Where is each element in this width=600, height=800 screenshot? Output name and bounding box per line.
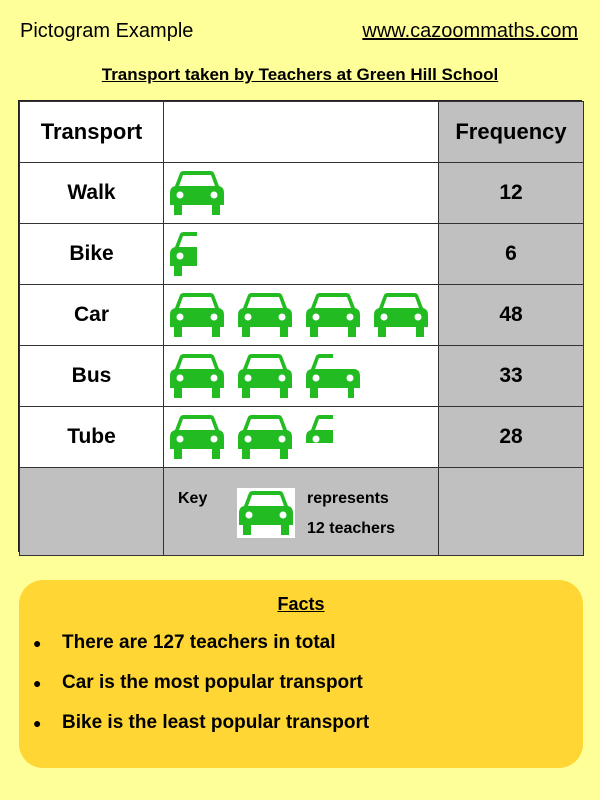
- key-label: Key: [178, 490, 208, 507]
- car-icon: [168, 352, 226, 400]
- car-icon: [168, 291, 226, 339]
- table-row-tube: [20, 407, 584, 468]
- key-row: [20, 468, 584, 556]
- row-label: Car: [20, 285, 164, 346]
- fact-item: [19, 672, 369, 712]
- bullet-icon: ●: [33, 675, 42, 691]
- table-row-bus: [20, 346, 584, 407]
- fact-text: Car is the most popular transport: [62, 672, 363, 693]
- page-title: Pictogram Example: [20, 20, 194, 42]
- frequency-value: 12: [439, 163, 584, 224]
- frequency-header: Frequency: [439, 102, 584, 163]
- chart-title: Transport taken by Teachers at Green Hill School: [101, 65, 499, 84]
- pictogram-cell: [164, 285, 439, 346]
- pictogram-table: [18, 100, 582, 552]
- three-quarter-car-icon: [304, 352, 362, 400]
- pictogram-cell: [164, 163, 439, 224]
- frequency-value: 33: [439, 346, 584, 407]
- fact-item: [19, 712, 369, 752]
- row-label: Bike: [20, 224, 164, 285]
- car-icon: [168, 413, 226, 461]
- facts-list: [19, 632, 369, 752]
- half-car-icon: [168, 230, 226, 278]
- pictogram-header: [164, 102, 439, 163]
- bullet-icon: ●: [33, 715, 42, 731]
- key-cell: [164, 468, 439, 556]
- key-car-icon: [237, 488, 295, 538]
- pictogram-cell: [164, 407, 439, 468]
- car-icon: [372, 291, 430, 339]
- car-icon: [304, 291, 362, 339]
- third-car-icon: [304, 413, 362, 461]
- table-row-bike: [20, 224, 584, 285]
- facts-title: Facts: [277, 594, 325, 614]
- fact-item: [19, 632, 369, 672]
- frequency-value: 48: [439, 285, 584, 346]
- table-row-walk: [20, 163, 584, 224]
- website-link[interactable]: www.cazoommaths.com: [362, 20, 578, 42]
- key-row-blank-left: [20, 468, 164, 556]
- frequency-value: 6: [439, 224, 584, 285]
- row-label: Tube: [20, 407, 164, 468]
- car-icon: [236, 413, 294, 461]
- key-represents: represents: [307, 490, 389, 507]
- pictogram-cell: [164, 224, 439, 285]
- fact-text: There are 127 teachers in total: [62, 632, 336, 653]
- car-icon: [236, 291, 294, 339]
- bullet-icon: ●: [33, 635, 42, 651]
- table-row-car: [20, 285, 584, 346]
- row-label: Walk: [20, 163, 164, 224]
- car-icon: [236, 352, 294, 400]
- transport-header: Transport: [20, 102, 164, 163]
- key-row-blank-right: [439, 468, 584, 556]
- frequency-value: 28: [439, 407, 584, 468]
- header-row: [20, 102, 584, 163]
- key-value: 12 teachers: [307, 520, 396, 537]
- pictogram-cell: [164, 346, 439, 407]
- fact-text: Bike is the least popular transport: [62, 712, 370, 733]
- row-label: Bus: [20, 346, 164, 407]
- car-icon: [168, 169, 226, 217]
- facts-box: [19, 580, 583, 768]
